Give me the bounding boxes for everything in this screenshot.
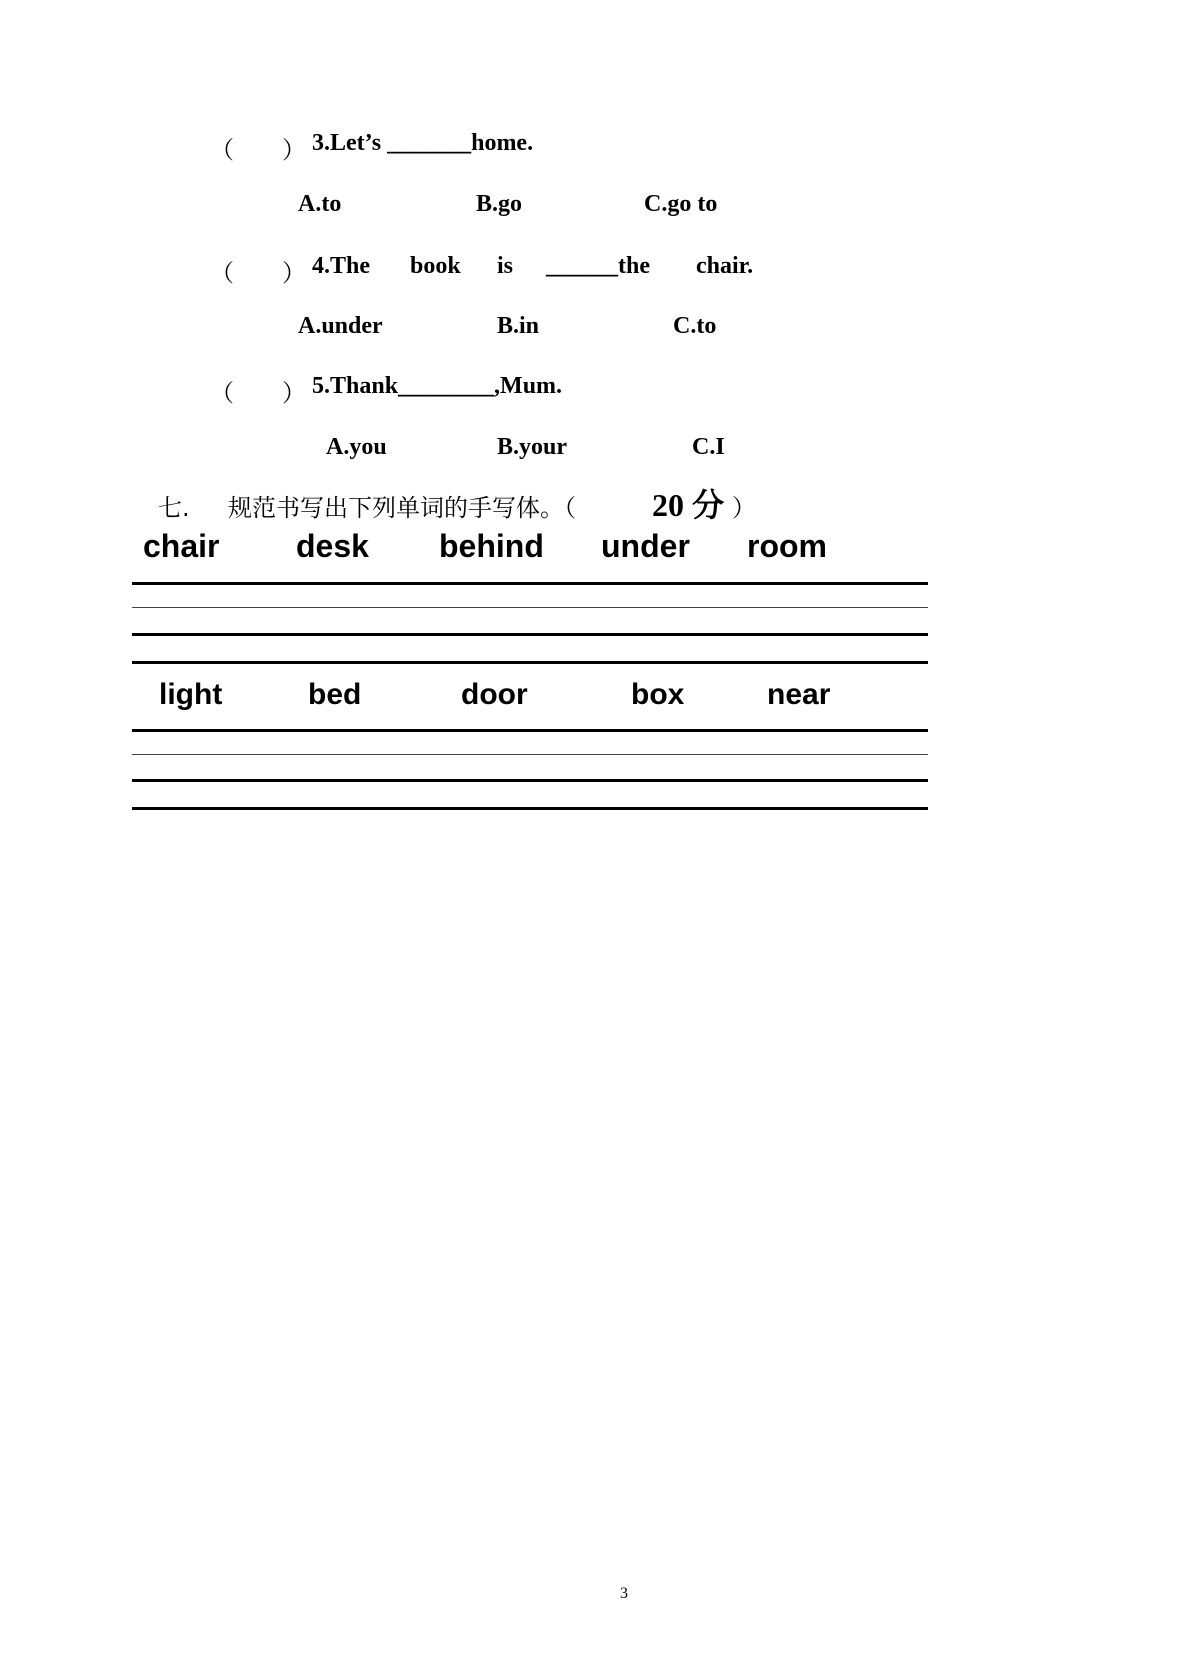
answer-paren-open: （ [210,136,234,164]
answer-paren-close: ） [282,379,306,407]
option-b: B.go [476,191,523,217]
writing-line [132,779,928,782]
section-close-paren: ） [732,494,756,522]
question-stem: 5.Thank________,Mum. [312,373,563,399]
word-item: room [747,528,827,564]
question-stem-part: 4.The [312,253,371,279]
word-item: behind [439,528,544,564]
answer-paren-open: （ [210,379,234,407]
option-b: B.in [497,313,540,339]
question-stem-part: is [497,253,514,279]
answer-paren-close: ） [282,259,306,287]
answer-paren-close: ） [282,136,306,164]
word-item: box [631,678,685,711]
question-stem-part: ______the [546,253,650,279]
option-a: A.you [326,434,387,460]
option-c: C.go to [644,191,718,217]
answer-paren-open: （ [210,259,234,287]
writing-line [132,607,928,608]
word-item: light [159,678,223,711]
word-item: desk [296,528,369,564]
word-item: chair [143,528,220,564]
section-instruction: 规范书写出下列单词的手写体。（ [228,494,576,522]
writing-line [132,633,928,636]
question-stem: 3.Let’s _______home. [312,130,534,156]
word-item: door [461,678,528,711]
section-number: 七. [158,494,190,522]
option-a: A.to [298,191,342,217]
writing-line [132,807,928,810]
option-c: C.I [692,434,725,460]
option-c: C.to [673,313,717,339]
question-stem-part: book [410,253,461,279]
writing-line [132,661,928,664]
word-item: under [601,528,690,564]
question-stem-part: chair. [696,253,754,279]
page-number: 3 [620,1585,628,1602]
word-item: near [767,678,831,711]
option-a: A.under [298,313,383,339]
writing-line [132,729,928,732]
section-score: 20 分 [652,487,725,523]
writing-line [132,754,928,755]
writing-line [132,582,928,585]
option-b: B.your [497,434,568,460]
word-item: bed [308,678,362,711]
